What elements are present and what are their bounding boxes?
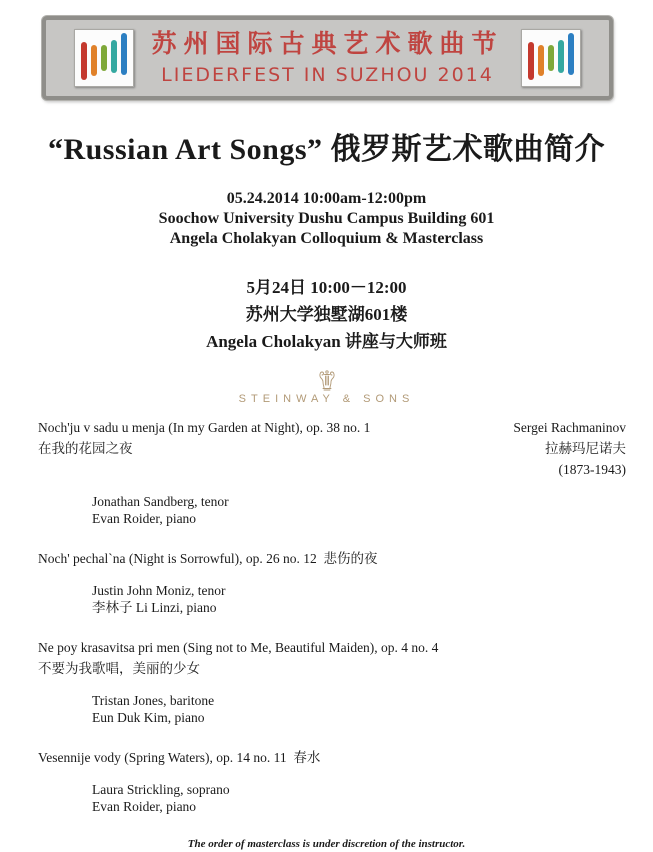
program-list: [38, 417, 626, 815]
logo-bar-teal: [111, 40, 117, 73]
performer: Eun Duk Kim, piano: [92, 710, 205, 725]
song-title: Vesennije vody (Spring Waters), op. 14 no. 11 春水: [38, 750, 321, 765]
composer-block: [513, 417, 626, 480]
event-location-en: Soochow University Dushu Campus Building 601: [158, 210, 495, 227]
composer-years: (1873-1943): [558, 462, 626, 477]
logo-bar-green: [548, 45, 554, 71]
song-title-chinese: 不要为我歌唱，美丽的少女: [38, 661, 200, 676]
event-session-cn: Angela Cholakyan 讲座与大师班: [206, 332, 447, 351]
logo-bar-red: [528, 42, 534, 80]
logo-bar-red: [81, 42, 87, 80]
logo-bar-blue: [568, 33, 574, 75]
song-block: [38, 417, 370, 459]
logo-bar-blue: [121, 33, 127, 75]
event-info-english: [0, 189, 653, 249]
composer-name: Sergei Rachmaninov: [513, 420, 626, 435]
program-item: [38, 637, 626, 726]
lyre-icon: [315, 368, 339, 392]
logo-bar-orange: [538, 45, 544, 76]
sponsor-logo: [0, 368, 653, 405]
program-item: [38, 417, 626, 480]
performers: [92, 692, 626, 726]
performer: 李林子 Li Linzi, piano: [92, 600, 217, 615]
program-item: [38, 548, 626, 616]
program-item: [38, 747, 626, 815]
page-title: “Russian Art Songs” 俄罗斯艺术歌曲简介: [47, 133, 606, 166]
festival-logo-left: [74, 29, 134, 87]
performer: Justin John Moniz, tenor: [92, 583, 226, 598]
event-info-chinese: [0, 274, 653, 355]
song-title: Noch' pechal`na (Night is Sorrowful), op. 26 no. 12 悲伤的夜: [38, 551, 378, 566]
performer: Jonathan Sandberg, tenor: [92, 494, 229, 509]
event-datetime-cn: 5月24日 10:00－12:00: [246, 278, 407, 297]
sponsor-name: STEINWAY & SONS: [238, 393, 415, 405]
performer: Laura Strickling, soprano: [92, 782, 230, 797]
composer-name-chinese: 拉赫玛尼诺夫: [545, 441, 626, 456]
event-datetime-en: 05.24.2014 10:00am-12:00pm: [226, 190, 427, 207]
event-location-cn: 苏州大学独墅湖601楼: [245, 305, 408, 324]
event-session-en: Angela Cholakyan Colloquium & Masterclass: [169, 230, 484, 247]
festival-banner: [42, 16, 613, 100]
performer: Evan Roider, piano: [92, 799, 197, 814]
festival-title-english: LIEDERFEST IN SUZHOU 2014: [161, 63, 494, 86]
performers: [92, 582, 626, 616]
footer-note: The order of masterclass is under discretion of the instructor.: [187, 838, 466, 850]
song-title: Ne poy krasavitsa pri men (Sing not to Me, Beautiful Maiden), op. 4 no. 4: [38, 640, 439, 655]
performer: Evan Roider, piano: [92, 511, 197, 526]
performers: [92, 493, 626, 527]
performer: Tristan Jones, baritone: [92, 693, 215, 708]
song-title-chinese: 在我的花园之夜: [38, 441, 133, 456]
logo-bar-orange: [91, 45, 97, 76]
logo-bar-teal: [558, 40, 564, 73]
logo-bar-green: [101, 45, 107, 71]
song-title: Noch'ju v sadu u menja (In my Garden at Night), op. 38 no. 1: [38, 420, 371, 435]
performers: [92, 781, 626, 815]
festival-logo-right: [521, 29, 581, 87]
festival-title-chinese: 苏州国际古典艺术歌曲节: [151, 29, 504, 59]
festival-title: [134, 30, 521, 85]
